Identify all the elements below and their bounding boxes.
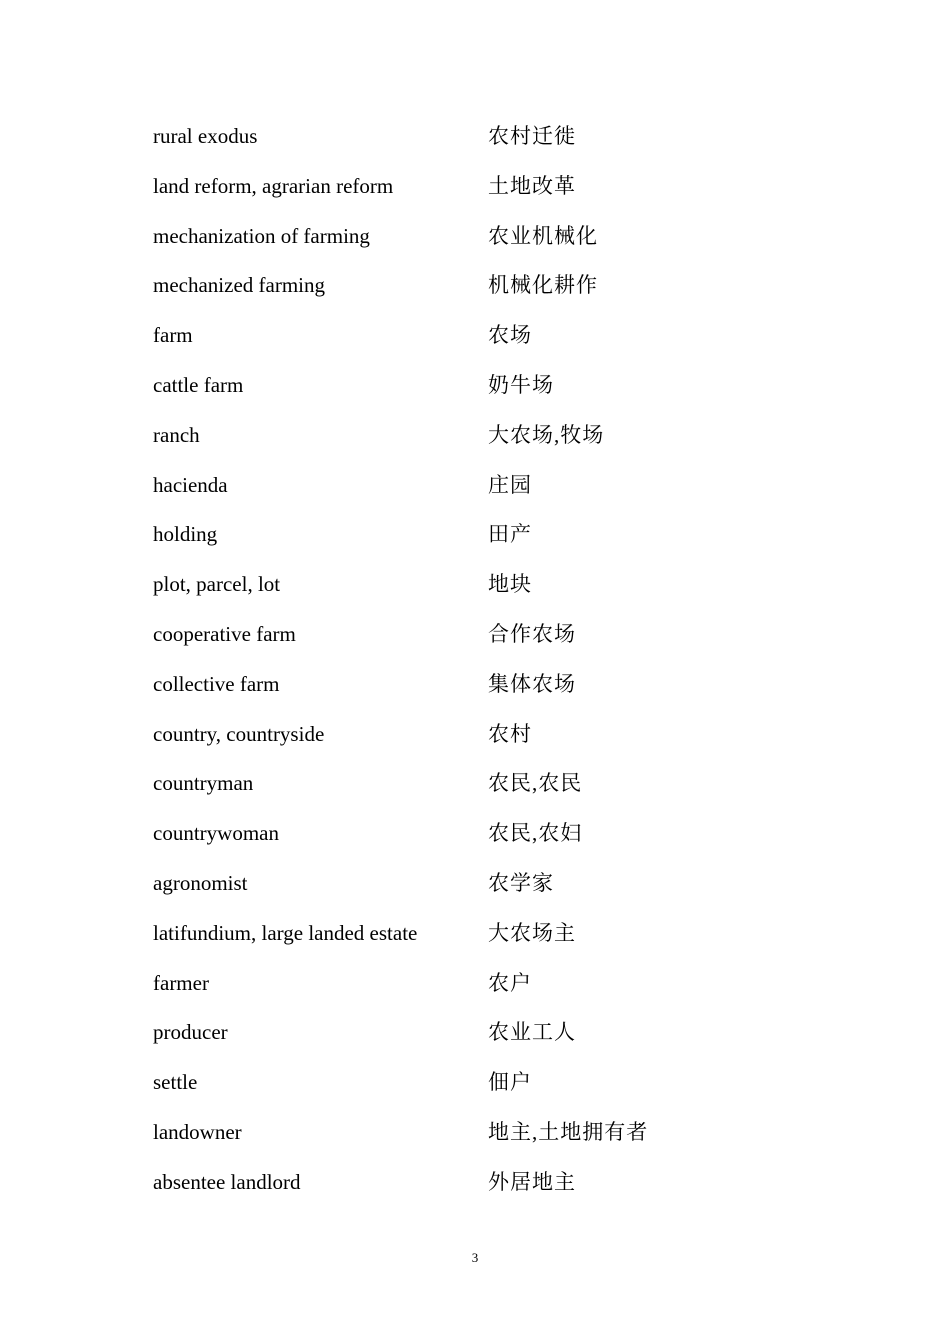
glossary-row bbox=[153, 718, 803, 768]
glossary-row bbox=[153, 917, 803, 967]
chinese-term: 农民,农妇 bbox=[488, 821, 583, 846]
chinese-term: 庄园 bbox=[488, 472, 532, 497]
chinese-term: 集体农场 bbox=[488, 671, 576, 696]
glossary-row bbox=[153, 1116, 803, 1166]
english-term: cooperative farm bbox=[153, 621, 296, 646]
chinese-term: 农业工人 bbox=[488, 1020, 576, 1045]
page-number: 3 bbox=[471, 1250, 479, 1265]
glossary-row bbox=[153, 817, 803, 867]
glossary-row bbox=[153, 319, 803, 369]
english-term: producer bbox=[153, 1020, 228, 1045]
english-term: landowner bbox=[153, 1119, 242, 1144]
chinese-term: 地主,土地拥有者 bbox=[488, 1119, 649, 1144]
chinese-term: 农场 bbox=[488, 323, 532, 348]
english-term: agronomist bbox=[153, 870, 248, 895]
glossary-row bbox=[153, 1066, 803, 1116]
english-term: settle bbox=[153, 1070, 198, 1095]
glossary-row bbox=[153, 269, 803, 319]
glossary-row bbox=[153, 469, 803, 519]
chinese-term: 农村 bbox=[488, 721, 532, 746]
chinese-term: 大农场,牧场 bbox=[488, 422, 605, 447]
english-term: land reform, agrarian reform bbox=[153, 173, 394, 198]
english-term: collective farm bbox=[153, 671, 280, 696]
english-term: rural exodus bbox=[153, 124, 258, 148]
chinese-term: 地块 bbox=[488, 572, 532, 597]
glossary-row bbox=[153, 1166, 803, 1216]
glossary-row bbox=[153, 170, 803, 220]
chinese-term: 农村迁徙 bbox=[488, 124, 576, 148]
chinese-term: 合作农场 bbox=[488, 621, 576, 646]
glossary-row bbox=[153, 1016, 803, 1066]
english-term: countryman bbox=[153, 771, 254, 796]
chinese-term: 大农场主 bbox=[488, 920, 576, 945]
glossary-row bbox=[153, 419, 803, 469]
glossary-row bbox=[153, 867, 803, 917]
glossary-row bbox=[153, 120, 803, 170]
english-term: farm bbox=[153, 323, 193, 348]
english-term: country, countryside bbox=[153, 721, 325, 746]
chinese-term: 田产 bbox=[488, 522, 532, 547]
chinese-term: 土地改革 bbox=[488, 173, 576, 198]
chinese-term: 农民,农民 bbox=[488, 771, 583, 796]
english-term: latifundium, large landed estate bbox=[153, 920, 418, 945]
english-term: mechanization of farming bbox=[153, 223, 370, 248]
english-term: ranch bbox=[153, 422, 200, 447]
chinese-term: 外居地主 bbox=[488, 1169, 576, 1194]
glossary-row bbox=[153, 668, 803, 718]
glossary-row bbox=[153, 220, 803, 270]
english-term: absentee landlord bbox=[153, 1169, 301, 1194]
glossary-row bbox=[153, 518, 803, 568]
english-term: plot, parcel, lot bbox=[153, 572, 281, 597]
english-term: holding bbox=[153, 522, 218, 547]
english-term: cattle farm bbox=[153, 372, 244, 397]
glossary-row bbox=[153, 967, 803, 1017]
chinese-term: 机械化耕作 bbox=[488, 273, 598, 298]
english-term: countrywoman bbox=[153, 821, 279, 846]
english-term: hacienda bbox=[153, 472, 228, 497]
chinese-term: 佃户 bbox=[488, 1070, 532, 1095]
glossary-row bbox=[153, 618, 803, 668]
glossary-row bbox=[153, 369, 803, 419]
english-term: farmer bbox=[153, 970, 209, 995]
chinese-term: 农学家 bbox=[488, 870, 554, 895]
chinese-term: 农户 bbox=[488, 970, 532, 995]
glossary-row bbox=[153, 767, 803, 817]
english-term: mechanized farming bbox=[153, 273, 325, 298]
glossary-list bbox=[153, 120, 803, 1216]
chinese-term: 奶牛场 bbox=[488, 372, 554, 397]
glossary-row bbox=[153, 568, 803, 618]
chinese-term: 农业机械化 bbox=[488, 223, 598, 248]
